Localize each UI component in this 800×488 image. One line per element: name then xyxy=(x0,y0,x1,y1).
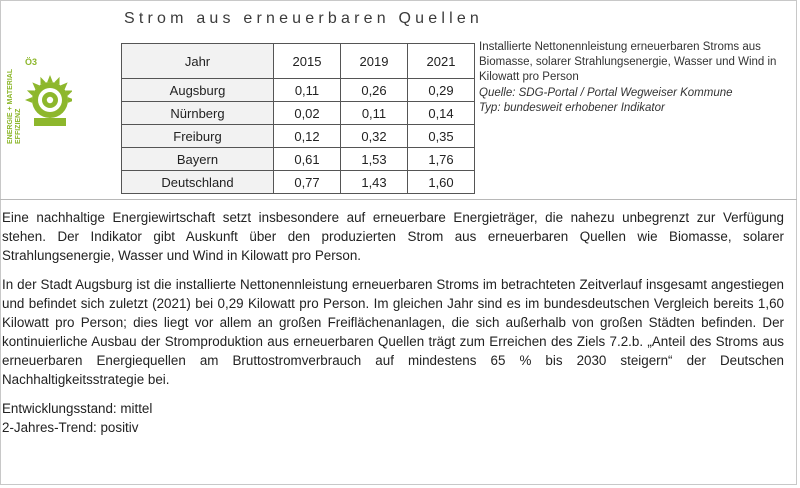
sun-gear-icon xyxy=(4,46,72,148)
indicator-description: Installierte Nettonennleistung erneuerbaren Stroms aus Biomasse, solarer Strahlungsenergie, Wasser und Wind in Kilowatt pro Person xyxy=(479,41,777,84)
status-development: Entwicklungsstand: mittel xyxy=(2,401,153,416)
sun-ray xyxy=(47,75,53,82)
table-row xyxy=(122,148,475,171)
header-jahr: Jahr xyxy=(122,44,274,79)
svg-text:ENERGIE + MATERIAL: ENERGIE + MATERIAL xyxy=(7,68,14,144)
indicator-source: Quelle: SDG-Portal / Portal Wegweiser Kommune xyxy=(479,86,733,99)
value-cell: 1,60 xyxy=(408,171,475,194)
table-row xyxy=(122,125,475,148)
body-text xyxy=(2,208,784,437)
value-cell: 0,02 xyxy=(274,102,341,125)
sun-ray xyxy=(68,97,72,103)
header-2021: 2021 xyxy=(408,44,475,79)
value-cell: 1,53 xyxy=(341,148,408,171)
table-row xyxy=(122,102,475,125)
region-cell: Augsburg xyxy=(122,79,274,102)
status-trend: 2-Jahres-Trend: positiv xyxy=(2,420,139,435)
svg-text:EFFIZIENZ: EFFIZIENZ xyxy=(15,108,22,144)
paragraph: In der Stadt Augsburg ist die installierte Nettonennleistung erneuerbaren Stroms im betrachteten Zeitverlauf insgesamt angestiegen und befindet sich zuletzt (2021) bei 0,29 Kilowatt pro Person. Im gleichen Jahr sind es im bundesdeutschen Vergleich bereits 1,60 Kilowatt pro Person; dies liegt vor allem an großen Freiflächenanlagen, die sich außerhalb von großen Städten befinden. Der kontinuierliche Ausbau der Stromproduktion aus erneuerbaren Quellen trägt zum Erreichen des Ziels 7.2.b. „Anteil des Stroms aus erneuerbaren Energiequellen am Bruttostromverbrauch auf mindestens 65 % bis 2030 steigern“ der Deutschen Nachhaltigkeitsstrategie bei. xyxy=(2,277,784,387)
value-cell: 0,32 xyxy=(341,125,408,148)
value-cell: 0,12 xyxy=(274,125,341,148)
header-2019: 2019 xyxy=(341,44,408,79)
logo-vertical-text xyxy=(7,68,22,144)
indicator-type: Typ: bundesweit erhobener Indikator xyxy=(479,101,665,114)
header-2015: 2015 xyxy=(274,44,341,79)
value-cell: 1,43 xyxy=(341,171,408,194)
region-cell: Deutschland xyxy=(122,171,274,194)
divider xyxy=(0,199,797,200)
value-cell: 0,11 xyxy=(274,79,341,102)
value-cell: 0,35 xyxy=(408,125,475,148)
value-cell: 0,61 xyxy=(274,148,341,171)
table-header-row xyxy=(122,44,475,79)
table-row xyxy=(122,79,475,102)
value-cell: 0,77 xyxy=(274,171,341,194)
logo-number: Ö3 xyxy=(25,57,38,67)
data-table xyxy=(121,43,475,194)
indicator-info xyxy=(479,40,784,116)
region-cell: Freiburg xyxy=(122,125,274,148)
value-cell: 0,26 xyxy=(341,79,408,102)
value-cell: 1,76 xyxy=(408,148,475,171)
value-cell: 0,29 xyxy=(408,79,475,102)
region-cell: Bayern xyxy=(122,148,274,171)
paragraph: Eine nachhaltige Energiewirtschaft setzt insbesondere auf erneuerbare Energieträger, die nahezu unbegrenzt zur Verfügung stehen. Der Indikator gibt Auskunft über den produzierten Strom aus erneuerbaren Quellen wie Biomasse, solarer Strahlungsenergie, Wasser und Wind in Kilowatt pro Person. xyxy=(2,210,784,263)
value-cell: 0,11 xyxy=(341,102,408,125)
table-row xyxy=(122,171,475,194)
sun-ray xyxy=(25,97,32,103)
region-cell: Nürnberg xyxy=(122,102,274,125)
page-title: Strom aus erneuerbaren Quellen xyxy=(124,10,484,27)
value-cell: 0,14 xyxy=(408,102,475,125)
